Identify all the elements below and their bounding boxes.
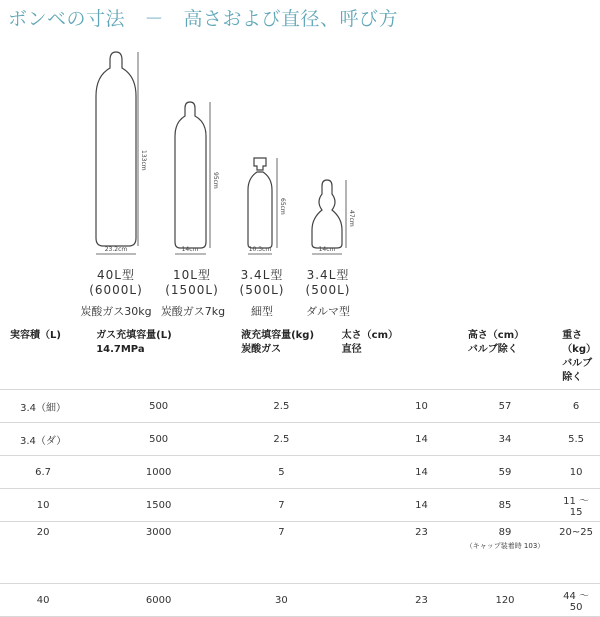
cylinder-note-40l: 炭酸ガス30kg <box>80 305 152 318</box>
cell-liquid: 5 <box>231 456 332 489</box>
header-line1: 実容積（L) <box>10 330 61 341</box>
header-line1: ガス充填容量(L) <box>96 330 172 341</box>
cell-diameter: 23 <box>332 584 458 617</box>
cylinder-3-4l-daruma <box>312 180 342 248</box>
cell-height: 59 <box>458 456 552 489</box>
dim-height-10l: 95cm <box>212 172 219 189</box>
page-title: ボンベの寸法 － 高さおよび直径、呼び方 <box>8 8 399 30</box>
cell-weight: 5.5 <box>552 423 600 456</box>
header-line1: 太さ（cm） <box>341 330 399 341</box>
cell-weight: 6 <box>552 390 600 423</box>
cell-gas: 6000 <box>86 584 231 617</box>
cylinder-label-40l <box>84 268 148 298</box>
cell-weight: 20~25 <box>552 522 600 584</box>
header-diameter <box>332 324 458 390</box>
cell-liquid: 2.5 <box>231 390 332 423</box>
table-row <box>0 390 600 423</box>
header-height <box>458 324 552 390</box>
cell-volume: 6.7 <box>0 456 86 489</box>
cell-volume: 3.4（ダ） <box>0 423 86 456</box>
cell-gas: 3000 <box>86 522 231 584</box>
table-row <box>0 584 600 617</box>
cylinder-label-3-4l-slim <box>232 268 292 298</box>
cylinder-note-3-4l-slim: 細型 <box>251 305 273 318</box>
cell-gas: 500 <box>86 390 231 423</box>
table-row <box>0 423 600 456</box>
dim-height-40l: 133cm <box>140 150 147 171</box>
cell-gas: 1000 <box>86 456 231 489</box>
height-note: （キャップ装着時 103） <box>465 542 545 550</box>
cell-gas: 500 <box>86 423 231 456</box>
cell-weight: 11 ～ 15 <box>552 489 600 522</box>
cell-weight: 44 ～ 50 <box>552 584 600 617</box>
dim-height-3-4l-daruma: 47cm <box>348 210 355 227</box>
table-row <box>0 522 600 584</box>
type-label: 3.4L型 <box>306 268 350 282</box>
cylinder-note-3-4l-daruma: ダルマ型 <box>306 305 350 318</box>
type-label: 10L型 <box>173 268 211 282</box>
volume-label: (500L) <box>305 283 351 297</box>
dim-dia-10l: 14cm <box>181 246 199 253</box>
spec-table <box>0 324 600 617</box>
cell-volume: 20 <box>0 522 86 584</box>
header-line1: 高さ（cm） <box>467 330 525 341</box>
height-value: 89 <box>498 527 512 538</box>
cell-volume: 40 <box>0 584 86 617</box>
cell-volume: 3.4（細） <box>0 390 86 423</box>
cylinder-40l <box>96 52 136 246</box>
volume-label: (1500L) <box>165 283 219 297</box>
header-volume <box>0 324 86 390</box>
header-line2: 炭酸ガス <box>241 344 282 355</box>
cell-liquid: 7 <box>231 489 332 522</box>
cell-height: 85 <box>458 489 552 522</box>
cylinder-3-4l-slim <box>248 158 272 248</box>
cell-gas: 1500 <box>86 489 231 522</box>
type-label: 40L型 <box>97 268 135 282</box>
cell-volume: 10 <box>0 489 86 522</box>
cell-diameter: 14 <box>332 423 458 456</box>
volume-label: (500L) <box>239 283 285 297</box>
header-line2: 14.7MPa <box>96 344 145 355</box>
cell-height <box>458 522 552 584</box>
cylinder-note-10l: 炭酸ガス7kg <box>160 305 226 318</box>
cell-liquid: 2.5 <box>231 423 332 456</box>
header-weight <box>552 324 600 390</box>
type-label: 3.4L型 <box>240 268 284 282</box>
cylinder-label-3-4l-daruma <box>298 268 358 298</box>
cell-liquid: 30 <box>231 584 332 617</box>
header-gas <box>86 324 231 390</box>
cell-diameter: 23 <box>332 522 458 584</box>
header-line1: 液充填容量(kg) <box>241 330 315 341</box>
cell-diameter: 14 <box>332 489 458 522</box>
header-line2: 直径 <box>341 344 362 355</box>
cylinder-label-10l <box>160 268 224 298</box>
header-line1: 重さ（kg） <box>562 330 596 355</box>
table-row <box>0 456 600 489</box>
table-row <box>0 489 600 522</box>
cell-weight: 10 <box>552 456 600 489</box>
header-line2: バルブ除く <box>467 344 518 355</box>
dim-height-3-4l-slim: 65cm <box>279 198 286 215</box>
header-line2: バルブ除く <box>562 358 593 383</box>
cell-diameter: 14 <box>332 456 458 489</box>
cell-height: 120 <box>458 584 552 617</box>
volume-label: (6000L) <box>89 283 143 297</box>
cell-diameter: 10 <box>332 390 458 423</box>
header-liquid <box>231 324 332 390</box>
dim-dia-3-4l-daruma: 14cm <box>318 246 336 253</box>
dim-dia-40l: 23.2cm <box>104 246 128 253</box>
cell-height: 57 <box>458 390 552 423</box>
table-header-row <box>0 324 600 390</box>
cell-liquid: 7 <box>231 522 332 584</box>
cell-height: 34 <box>458 423 552 456</box>
cylinder-10l <box>175 102 206 248</box>
dim-dia-3-4l-slim: 10.3cm <box>248 246 272 253</box>
